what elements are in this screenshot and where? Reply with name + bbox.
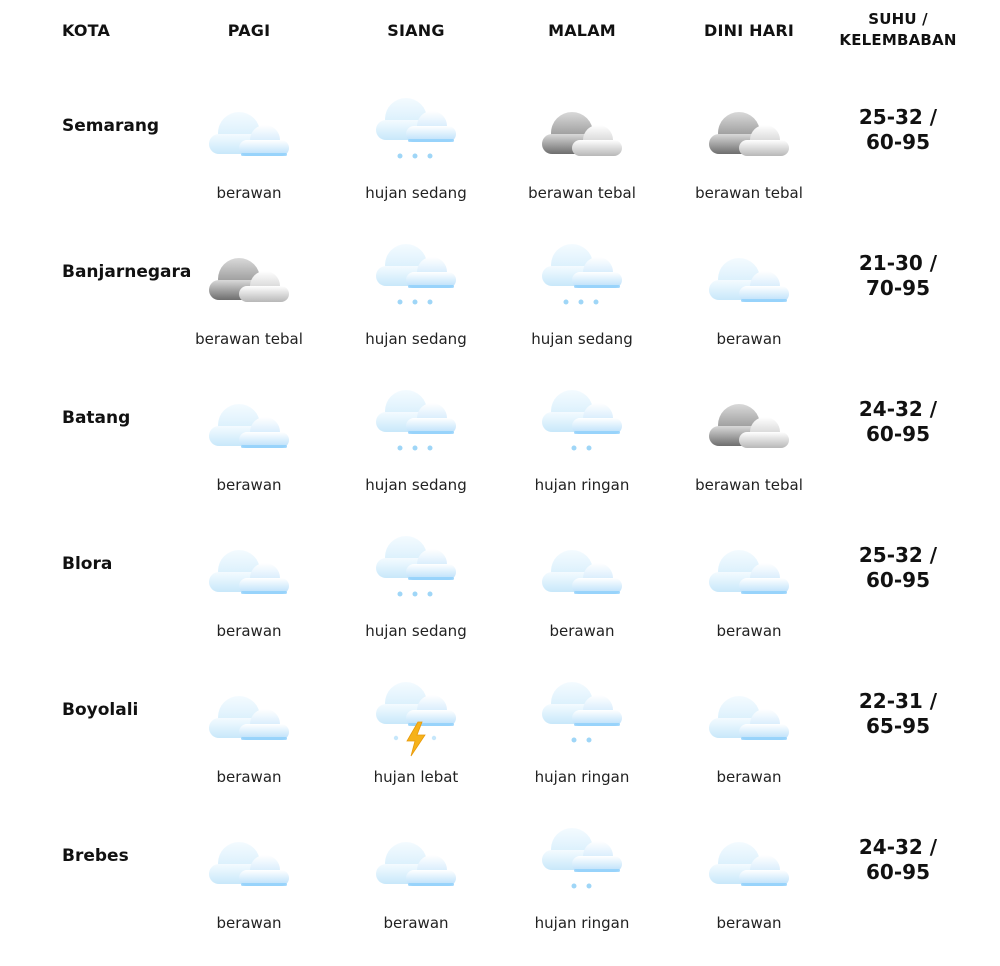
temp-range: 22-31 / — [858, 689, 938, 713]
forecast-cell — [499, 820, 665, 966]
cloudy-icon — [707, 826, 793, 912]
cloudy-icon — [207, 96, 293, 182]
forecast-cell — [166, 528, 332, 674]
condition-label: hujan sedang — [365, 330, 467, 348]
condition-label: berawan — [216, 914, 282, 932]
condition-label: berawan — [216, 184, 282, 202]
rain-drops — [572, 884, 592, 889]
forecast-cell — [666, 528, 832, 674]
rain-drops — [564, 300, 599, 305]
city-name: Brebes — [62, 846, 129, 866]
lightning-bolt — [407, 722, 425, 756]
moderate-rain-icon — [374, 534, 460, 620]
humidity-range: 60-95 — [866, 422, 930, 446]
forecast-cell — [666, 382, 832, 528]
condition-label: berawan — [216, 768, 282, 786]
cloudy-icon — [207, 680, 293, 766]
humidity-range: 60-95 — [866, 130, 930, 154]
rain-drops — [398, 154, 433, 159]
table-row — [0, 674, 1000, 820]
temp-humidity — [838, 543, 958, 593]
forecast-cell — [333, 90, 499, 236]
header-siang: SIANG — [387, 20, 445, 40]
light-rain-icon — [540, 680, 626, 766]
overcast-icon — [540, 96, 626, 182]
condition-label: berawan — [716, 622, 782, 640]
city-name: Blora — [62, 554, 113, 574]
rain-drops — [398, 446, 433, 451]
condition-label: berawan — [216, 622, 282, 640]
humidity-range: 65-95 — [866, 714, 930, 738]
header-suhu-line2: KELEMBABAN — [839, 31, 957, 49]
condition-label: berawan — [216, 476, 282, 494]
condition-label: berawan — [716, 330, 782, 348]
light-rain-icon — [540, 826, 626, 912]
condition-label: berawan — [383, 914, 449, 932]
condition-label: berawan tebal — [528, 184, 636, 202]
temp-range: 25-32 / — [858, 543, 938, 567]
condition-label: hujan ringan — [534, 476, 630, 494]
condition-label: hujan lebat — [373, 768, 459, 786]
forecast-cell — [333, 820, 499, 966]
header-malam: MALAM — [548, 20, 616, 40]
temp-humidity — [838, 251, 958, 301]
forecast-cell — [333, 382, 499, 528]
forecast-cell — [499, 528, 665, 674]
forecast-cell — [666, 90, 832, 236]
header-pagi: PAGI — [227, 20, 271, 40]
overcast-icon — [707, 388, 793, 474]
temp-humidity — [838, 397, 958, 447]
forecast-cell — [333, 674, 499, 820]
city-name: Semarang — [62, 116, 160, 136]
condition-label: hujan sedang — [365, 476, 467, 494]
rain-drops — [572, 446, 592, 451]
city-name: Banjarnegara — [62, 262, 192, 282]
cloudy-icon — [707, 680, 793, 766]
temp-range: 24-32 / — [858, 835, 938, 859]
condition-label: hujan sedang — [365, 622, 467, 640]
cloudy-icon — [540, 534, 626, 620]
forecast-cell — [166, 674, 332, 820]
condition-label: berawan tebal — [195, 330, 303, 348]
moderate-rain-icon — [374, 96, 460, 182]
forecast-cell — [666, 820, 832, 966]
temp-humidity — [838, 105, 958, 155]
rain-drops — [572, 738, 592, 743]
forecast-cell — [499, 382, 665, 528]
overcast-icon — [707, 96, 793, 182]
condition-label: berawan — [716, 914, 782, 932]
condition-label: berawan — [716, 768, 782, 786]
table-row — [0, 90, 1000, 236]
cloudy-icon — [207, 388, 293, 474]
rain-drops — [398, 300, 433, 305]
temp-humidity — [838, 835, 958, 885]
forecast-cell — [499, 674, 665, 820]
thunderstorm-icon — [374, 680, 460, 766]
forecast-cell — [166, 382, 332, 528]
forecast-cell — [333, 236, 499, 382]
humidity-range: 70-95 — [866, 276, 930, 300]
table-row — [0, 236, 1000, 382]
city-name: Boyolali — [62, 700, 139, 720]
moderate-rain-icon — [540, 242, 626, 328]
condition-label: hujan sedang — [531, 330, 633, 348]
light-rain-icon — [540, 388, 626, 474]
forecast-cell — [666, 674, 832, 820]
header-dini-hari: DINI HARI — [704, 20, 794, 40]
condition-label: hujan sedang — [365, 184, 467, 202]
humidity-range: 60-95 — [866, 860, 930, 884]
forecast-cell — [166, 236, 332, 382]
overcast-icon — [207, 242, 293, 328]
table-row — [0, 382, 1000, 528]
forecast-cell — [166, 820, 332, 966]
cloudy-icon — [374, 826, 460, 912]
header-kota: KOTA — [62, 20, 111, 40]
cloudy-icon — [707, 242, 793, 328]
temp-range: 21-30 / — [858, 251, 938, 275]
header-suhu-kelembaban — [838, 0, 958, 60]
header-suhu-line1: SUHU / — [868, 10, 928, 28]
rain-drops — [398, 592, 433, 597]
condition-label: berawan tebal — [695, 476, 803, 494]
table-row — [0, 528, 1000, 674]
condition-label: hujan ringan — [534, 914, 630, 932]
cloudy-icon — [207, 826, 293, 912]
condition-label: berawan tebal — [695, 184, 803, 202]
condition-label: hujan ringan — [534, 768, 630, 786]
humidity-range: 60-95 — [866, 568, 930, 592]
temp-range: 25-32 / — [858, 105, 938, 129]
condition-label: berawan — [549, 622, 615, 640]
cloudy-icon — [207, 534, 293, 620]
forecast-cell — [499, 90, 665, 236]
cloudy-icon — [707, 534, 793, 620]
city-name: Batang — [62, 408, 131, 428]
table-row — [0, 820, 1000, 966]
moderate-rain-icon — [374, 388, 460, 474]
moderate-rain-icon — [374, 242, 460, 328]
forecast-cell — [166, 90, 332, 236]
temp-humidity — [838, 689, 958, 739]
forecast-cell — [333, 528, 499, 674]
temp-range: 24-32 / — [858, 397, 938, 421]
forecast-cell — [666, 236, 832, 382]
forecast-cell — [499, 236, 665, 382]
